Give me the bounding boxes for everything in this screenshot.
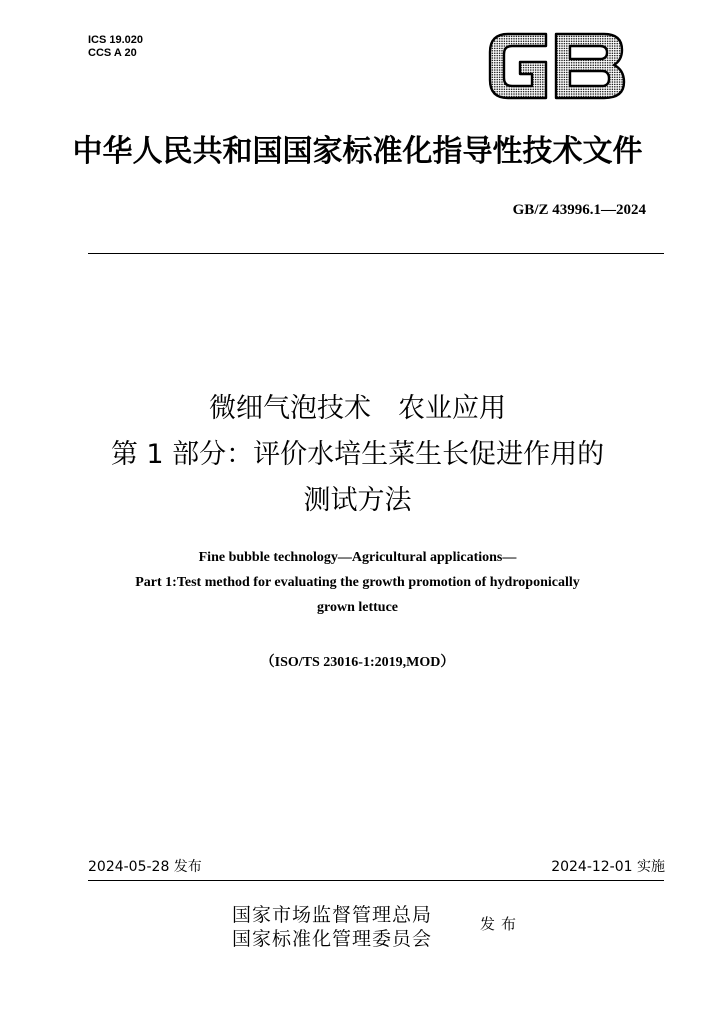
document-type-heading: 中华人民共和国国家标准化指导性技术文件 [72,134,643,169]
issuer-line-2: 国家标准化管理委员会 [232,928,433,950]
english-title-line-1: Fine bubble technology—Agricultural applications— [198,550,517,565]
english-title-line-2: Part 1:Test method for evaluating the growth promotion of hydroponically [135,575,580,590]
chinese-title-line-3: 测试方法 [303,485,412,516]
ics-code: ICS 19.020 [88,34,144,46]
standard-number: GB/Z 43996.1—2024 [512,202,646,218]
issuing-authorities [232,903,432,951]
bottom-divider [88,880,664,881]
top-divider [88,253,664,254]
issuer-line-1: 国家市场监督管理总局 [232,904,433,926]
gb-logo-icon [484,28,630,104]
chinese-title-line-2: 第 1 部分：评价水培生菜生长促进作用的 [110,439,605,470]
implementation-date: 2024-12-01 实施 [551,859,665,875]
chinese-title [0,386,715,524]
classification-codes [88,34,143,60]
publication-date: 2024-05-28 发布 [88,859,202,875]
chinese-title-line-1: 微细气泡技术 农业应用 [209,393,506,424]
iso-reference: （ISO/TS 23016-1:2019,MOD） [260,655,455,670]
release-label: 发布 [480,915,523,933]
ccs-code: CCS A 20 [88,47,137,59]
english-title-line-3: grown lettuce [317,600,398,615]
english-title [0,545,715,620]
